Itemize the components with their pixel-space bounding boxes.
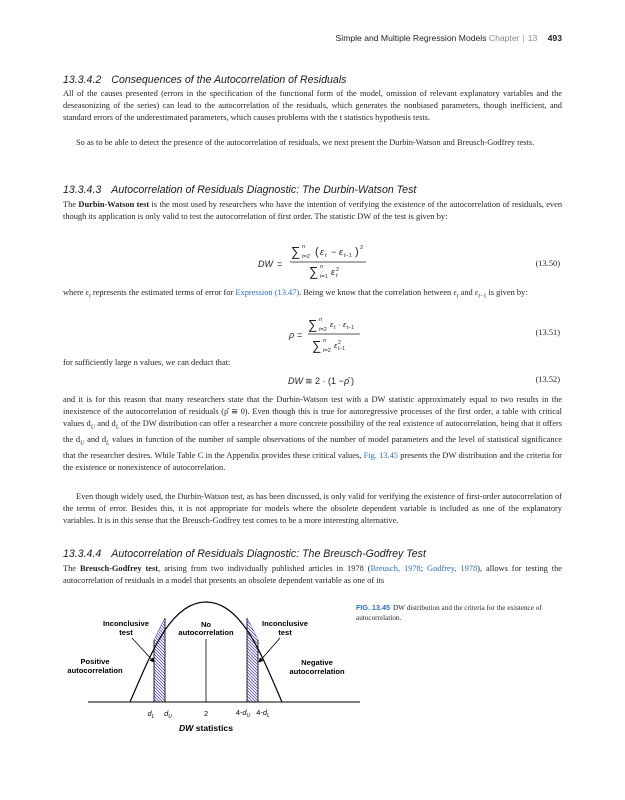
svg-text:ε: ε [331, 267, 335, 277]
svg-text:ε: ε [330, 320, 334, 329]
chapter-label: Chapter [488, 33, 520, 43]
svg-text:n: n [319, 317, 323, 323]
svg-text:n: n [323, 338, 327, 344]
page-number: 493 [547, 33, 562, 43]
dw-distribution-figure [60, 596, 360, 746]
section-heading-consequences [63, 74, 563, 86]
figure-label: FIG. 13.45 [356, 603, 390, 612]
arrow-inconclusive-right [259, 638, 280, 662]
svg-text:∑: ∑ [309, 264, 319, 279]
equation-13-52 [63, 372, 562, 388]
section-title: Autocorrelation of Residuals Diagnostic: The Durbin-Watson Test [111, 184, 417, 196]
svg-text:·: · [338, 320, 341, 329]
svg-text:ε: ε [320, 247, 324, 257]
equation-13-51 [63, 314, 562, 354]
paragraph-causes: All of the causes presented (errors in the specification of the functional form of the model, omission of relevant explanatory variables and the deseasonizing of the series) can lead to the autocorrelation of the residuals, which generates the nonbiased parameters, though inefficient, and standard errors of the underestimated parameters, which causes problems with the t statistics hypothesis tests. [63, 89, 562, 123]
section-number: 13.3.4.3 [63, 184, 102, 196]
svg-text:t=1: t=1 [320, 274, 328, 280]
svg-text:t: t [336, 273, 338, 279]
tick-four-minus-du: $4-d_U$ [235, 708, 251, 719]
tick-four-minus-dl: $4-d_L$ [256, 708, 270, 719]
svg-text:=: = [297, 330, 303, 340]
paragraph-dw-intro: The Durbin-Watson test is the most used by researchers who have the intention of verifying the existence of the autocorrelation of residuals, even though its application is only valid to test the autocorrelation of first order. The statistic DW of the test is given by: [63, 200, 563, 222]
svg-text:DW: DW [258, 259, 273, 269]
paragraph-limitations: Even though widely used, the Durbin-Watson test, as has been discussed, is only valid for verifying the existence of first-order autocorrelation of the terms of error. Besides this, it is not appropriate for models where the obsolete dependent variable is included as one of the explanatory variables. It is in this sense that the Breusch-Godfrey test comes to be a more interesting alternative. [63, 492, 562, 526]
section-heading-breusch-godfrey [63, 548, 563, 560]
dw-approx-formula [63, 372, 562, 388]
svg-text:2: 2 [338, 340, 341, 346]
svg-text:(: ( [315, 246, 319, 258]
svg-text:2: 2 [360, 245, 364, 251]
section-heading-durbin-watson [63, 184, 563, 196]
figure-link[interactable]: Fig. 13.45 [363, 450, 398, 460]
chapter-number: 13 [527, 33, 538, 43]
paragraph-where: where $\varepsilon_t$ represents the estimated terms of error for Expression (13.47). Being we know that the correlation between $\varepsilon_t$ and $\varepsilon_{t-1}$ is given by: [63, 288, 528, 300]
equation-number: (13.50) [535, 259, 560, 268]
equation-number: (13.52) [535, 375, 560, 384]
tick-du: $d_U$ [164, 709, 172, 720]
svg-text:∑: ∑ [308, 317, 318, 332]
svg-text:∑: ∑ [312, 338, 322, 353]
running-title: Simple and Multiple Regression Models [335, 33, 487, 43]
svg-text:ρ: ρ [289, 330, 295, 340]
paragraph-detect: So as to be able to detect the presence of the autocorrelation of residuals, we next present the Durbin-Watson and Breusch-Godfrey tests. [76, 138, 535, 147]
svg-text:): ) [351, 376, 354, 386]
label-no-autocorrelation: No autocorrelation [178, 620, 234, 637]
equation-number: (13.51) [535, 328, 560, 337]
svg-text:t: t [325, 253, 327, 259]
svg-text:t: t [334, 325, 336, 331]
svg-text:t−1: t−1 [338, 346, 346, 352]
svg-text:DW: DW [288, 376, 303, 386]
tick-two: 2 [203, 709, 209, 718]
running-header: Simple and Multiple Regression Models Chapter | 13 493 [335, 33, 562, 43]
expression-link[interactable]: Expression (13.47) [235, 288, 300, 297]
svg-text:t=2: t=2 [323, 348, 331, 354]
label-positive-autocorrelation: Positive autocorrelation [67, 657, 123, 675]
svg-text:ε: ε [339, 247, 343, 257]
section-number: 13.3.4.4 [63, 548, 102, 560]
rho-formula [63, 314, 562, 356]
x-axis-label: DW statistics [179, 723, 233, 733]
svg-text:=: = [277, 259, 283, 269]
svg-text:≅ 2 · (1 −: ≅ 2 · (1 − [305, 376, 344, 386]
svg-text:2: 2 [336, 267, 340, 273]
svg-text:ρ̂: ρ̂ [344, 376, 350, 386]
svg-text:t−1: t−1 [347, 325, 355, 331]
citation-link-breusch[interactable]: Breusch, 1978 [370, 564, 421, 573]
arrow-inconclusive-left [132, 638, 154, 662]
svg-text:): ) [355, 246, 359, 258]
paragraph-large-n: for sufficiently large n values, we can deduct that: [63, 358, 231, 367]
svg-text:t=2: t=2 [302, 254, 310, 260]
svg-text:ε: ε [334, 341, 338, 350]
svg-text:t−1: t−1 [344, 253, 352, 259]
paragraph-bg-intro: The Breusch-Godfrey test, arising from two individually published articles in 1978 (Breusch, 1978; Godfrey, 1978), allows for testing the autocorrelation of residuals in a model that presents an obsolete dependent variable as one of its [63, 564, 563, 586]
tick-dl: $d_L$ [147, 709, 155, 720]
citation-link-godfrey[interactable]: Godfrey, 1978 [427, 564, 478, 573]
figure-caption-text: DW distribution and the criteria for the existence of autocorrelation. [356, 604, 542, 622]
svg-text:n: n [302, 244, 306, 250]
label-negative-autocorrelation: Negative autocorrelation [289, 658, 345, 676]
svg-text:n: n [320, 264, 324, 270]
section-number: 13.3.4.2 [63, 74, 102, 86]
section-title: Autocorrelation of Residuals Diagnostic: The Breusch-Godfrey Test [111, 548, 426, 560]
section-title: Consequences of the Autocorrelation of Residuals [111, 74, 347, 86]
svg-text:−: − [331, 247, 337, 257]
dw-formula [63, 240, 562, 282]
svg-text:t=2: t=2 [319, 327, 327, 333]
paragraph-dw-criteria: and it is for this reason that many researchers state that the Durbin-Watson test with a DW statistic approximately equal to two results in the inexistence of the autocorrelation of residuals (ρ̂ ≅ 0). Even though this is true for autoregressive processes of the first order, a table with critical values $d_U$ and $d_L$ of the DW distribution can offer a researcher a more concrete possibility of the real existence of autocorrelation, being that it offers the $d_U$ and $d_L$ values in function of the number of sample observations of the number of model parameters and the level of statistical significance that the researcher desires. While Table C in the Appendix provides these critical values, Fig. 13.45 presents the DW distribution and the criteria for the existence or nonexistence of autocorrelation. [63, 395, 563, 472]
figure-caption [356, 603, 566, 623]
inconclusive-region-right [247, 618, 258, 702]
label-inconclusive-left: Inconclusive test [102, 619, 150, 637]
inconclusive-region-left [154, 618, 165, 702]
svg-text:∑: ∑ [291, 244, 301, 259]
svg-text:ε: ε [343, 320, 347, 329]
label-inconclusive-right: Inconclusive test [261, 619, 309, 637]
equation-13-50 [63, 240, 562, 280]
